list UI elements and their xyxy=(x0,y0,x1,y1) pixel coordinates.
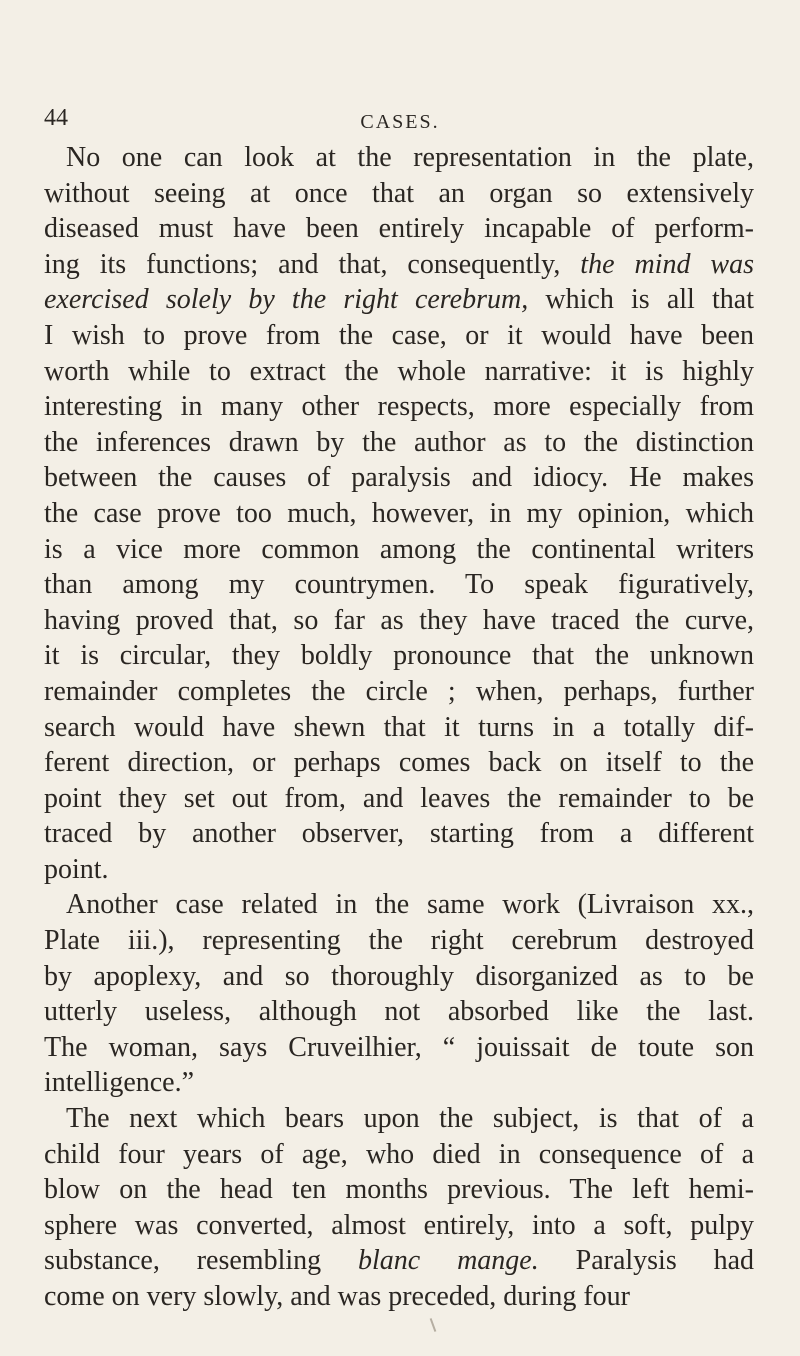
paper-mark xyxy=(430,1318,437,1332)
body-text xyxy=(44,140,754,1315)
text-line: sphere was converted, almost entirely, into a soft, pulpy xyxy=(44,1209,754,1241)
text-line: it is circular, they boldly pronounce that the unknown xyxy=(44,640,754,672)
text-line: point they set out from, and leaves the remainder to be xyxy=(44,782,754,814)
text-line: remainder completes the circle ; when, perhaps, further xyxy=(44,675,754,707)
text-line: No one can look at the representation in the plate, xyxy=(66,142,754,173)
text-line: the inferences drawn by the author as to the distinction xyxy=(44,426,754,458)
text-line: between the causes of paralysis and idiocy. He makes xyxy=(44,462,754,494)
text-line: The next which bears upon the subject, is that of a xyxy=(66,1103,754,1135)
paragraph xyxy=(44,887,754,1101)
text-line: having proved that, so far as they have traced the curve, xyxy=(44,604,754,636)
text-line: ing its functions; and that, consequently, the mind was xyxy=(44,248,754,280)
text-line: search would have shewn that it turns in a totally dif- xyxy=(44,711,754,743)
text-line: exercised solely by the right cerebrum, which is all that xyxy=(44,284,754,316)
text-line: point. xyxy=(44,853,109,885)
text-line: by apoplexy, and so thoroughly disorganized as to be xyxy=(44,960,754,992)
paragraph xyxy=(44,140,754,887)
page-number: 44 xyxy=(44,105,68,131)
paragraph xyxy=(44,1101,754,1315)
text-line: is a vice more common among the continental writers xyxy=(44,533,754,565)
text-line: ferent direction, or perhaps comes back on itself to the xyxy=(44,747,754,779)
text-line: child four years of age, who died in consequence of a xyxy=(44,1138,754,1170)
text-line: Another case related in the same work (Livraison xx., xyxy=(66,889,754,921)
text-line: Plate iii.), representing the right cerebrum destroyed xyxy=(44,925,754,957)
text-line: diseased must have been entirely incapable of perform- xyxy=(44,213,754,245)
text-line: utterly useless, although not absorbed like the last. xyxy=(44,996,754,1028)
text-line: than among my countrymen. To speak figuratively, xyxy=(44,569,754,601)
text-line: substance, resembling blanc mange. Paralysis had xyxy=(44,1245,755,1277)
text-line: The woman, says Cruveilhier, “ jouissait de toute son xyxy=(44,1031,754,1063)
text-line: worth while to extract the whole narrative: it is highly xyxy=(44,355,754,387)
text-line: traced by another observer, starting from a different xyxy=(44,818,754,850)
text-line: without seeing at once that an organ so extensively xyxy=(44,177,754,209)
text-line: interesting in many other respects, more especially from xyxy=(44,391,754,423)
text-line: intelligence.” xyxy=(44,1067,195,1099)
text-line: come on very slowly, and was preceded, during four xyxy=(44,1281,631,1312)
running-head: CASES. xyxy=(360,111,440,133)
text-line: blow on the head ten months previous. The left hemi- xyxy=(44,1174,754,1206)
text-line: I wish to prove from the case, or it would have been xyxy=(44,319,754,351)
text-line: the case prove too much, however, in my opinion, which xyxy=(44,497,754,529)
